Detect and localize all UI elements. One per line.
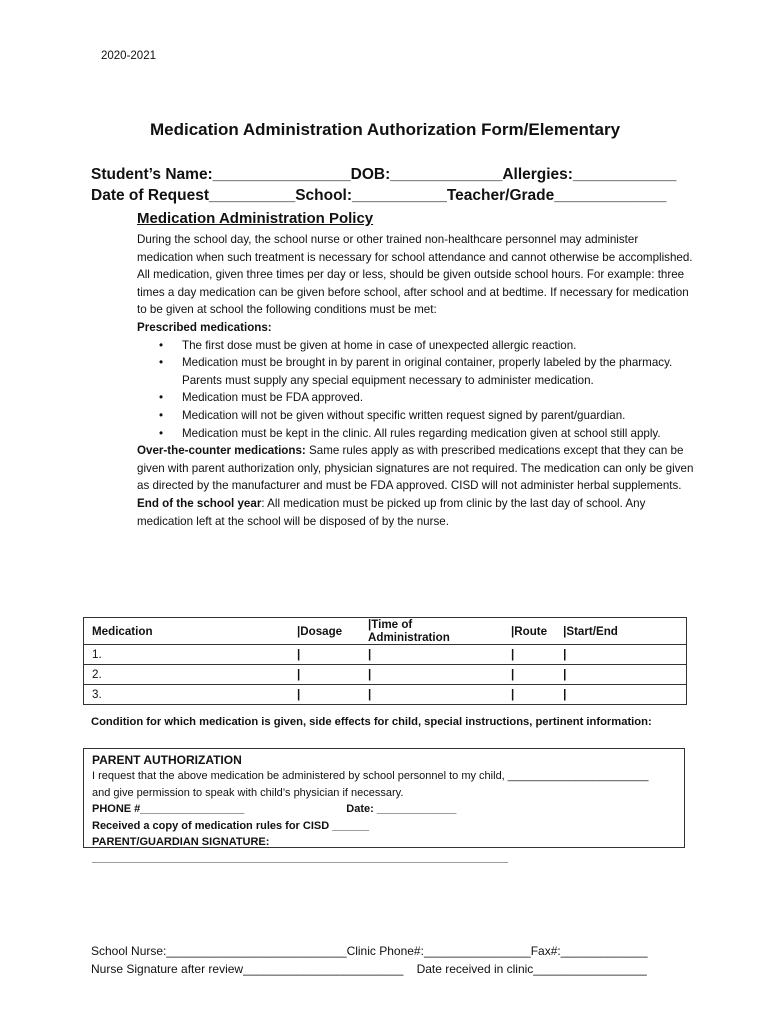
table-cell[interactable]: |: [360, 645, 503, 665]
table-cell[interactable]: 2.: [84, 665, 290, 685]
condition-label: Condition for which medication is given, side effects for child, special instructions, pertinent information:: [91, 716, 652, 728]
school-year: 2020-2021: [101, 50, 156, 62]
table-cell[interactable]: |: [360, 665, 503, 685]
student-info-line: Student’s Name:________________DOB:_____________Allergies:____________: [91, 166, 677, 183]
nurse-signature-line[interactable]: Nurse Signature after review________________________ Date received in clinic_________________: [91, 962, 647, 976]
table-row: [84, 645, 687, 665]
table-cell[interactable]: |: [360, 685, 503, 705]
table-cell[interactable]: |: [289, 645, 360, 665]
medication-table: [83, 617, 687, 705]
prescribed-label: Prescribed medications:: [137, 320, 272, 334]
list-item: • Medication must be brought in by parent in original container, properly labeled by the pharmacy. Parents must supply any special equipment necessary to administer medication.: [182, 354, 697, 389]
otc-text: Same rules apply as with prescribed medications except that they can be given with parent authorization only, physician signatures are not required. The medication can only be given as directed by the manufacturer and must be FDA approved. CISD will not administer herbal supplements.: [137, 444, 694, 493]
table-cell[interactable]: 1.: [84, 645, 290, 665]
table-cell[interactable]: |: [555, 665, 686, 685]
rules-copy-field[interactable]: Received a copy of medication rules for CISD ______: [92, 819, 369, 832]
table-cell[interactable]: 3.: [84, 685, 290, 705]
list-item: • The first dose must be given at home in case of unexpected allergic reaction.: [182, 337, 697, 355]
eoy-label: End of the school year: [137, 496, 262, 510]
policy-body: [137, 231, 697, 530]
policy-heading: Medication Administration Policy: [137, 210, 374, 227]
phone-field[interactable]: PHONE #_________________: [92, 803, 245, 816]
eoy-paragraph: [137, 495, 697, 530]
otc-paragraph: [137, 442, 697, 495]
list-item: • Medication must be FDA approved.: [182, 389, 697, 407]
table-cell[interactable]: |: [289, 685, 360, 705]
table-cell[interactable]: |: [503, 665, 555, 685]
prescribed-list: [137, 337, 697, 443]
parent-signature-field[interactable]: PARENT/GUARDIAN SIGNATURE: ____________________________________________________________________: [92, 836, 509, 865]
parent-auth-permission: and give permission to speak with child’s physician if necessary.: [92, 786, 404, 799]
col-start-end: |Start/End: [555, 618, 686, 645]
parent-auth-request[interactable]: I request that the above medication be administered by school personnel to my child, _______________________: [92, 770, 649, 783]
col-time: |Time of Administration: [360, 618, 503, 645]
phone-date-line: [92, 801, 684, 817]
parent-auth-heading: PARENT AUTHORIZATION: [92, 753, 242, 767]
list-item: • Medication must be kept in the clinic. All rules regarding medication given at school still apply.: [182, 425, 697, 443]
table-row: [84, 685, 687, 705]
table-cell[interactable]: |: [289, 665, 360, 685]
table-cell[interactable]: |: [503, 645, 555, 665]
parent-authorization-box: [83, 748, 685, 865]
table-cell[interactable]: |: [555, 645, 686, 665]
col-medication: Medication: [84, 618, 290, 645]
list-item: • Medication will not be given without specific written request signed by parent/guardian.: [182, 407, 697, 425]
table-header-row: [84, 618, 687, 645]
request-info-line: Date of Request__________School:___________Teacher/Grade_____________: [91, 187, 667, 204]
otc-label: Over-the-counter medications:: [137, 444, 306, 458]
nurse-info-line[interactable]: School Nurse:___________________________Clinic Phone#:________________Fax#:_____________: [91, 944, 648, 958]
form-title: Medication Administration Authorization Form/Elementary: [149, 120, 621, 139]
date-field[interactable]: Date: _____________: [346, 803, 457, 816]
col-route: |Route: [503, 618, 555, 645]
eoy-text: : All medication must be picked up from clinic by the last day of school. Any medication left at the school will be disposed of by the nurse.: [137, 496, 646, 528]
table-row: [84, 665, 687, 685]
policy-intro: During the school day, the school nurse or other trained non-healthcare personnel may administer medication when such treatment is necessary for school attendance and cannot otherwise be accomplished. All medication, given three times per day or less, should be given outside school hours. For example: three times a day medication can be given before school, after school and at bedtime. If necessary for medication to be given at school the following conditions must be met:: [137, 233, 693, 317]
table-cell[interactable]: |: [503, 685, 555, 705]
col-dosage: |Dosage: [289, 618, 360, 645]
table-cell[interactable]: |: [555, 685, 686, 705]
